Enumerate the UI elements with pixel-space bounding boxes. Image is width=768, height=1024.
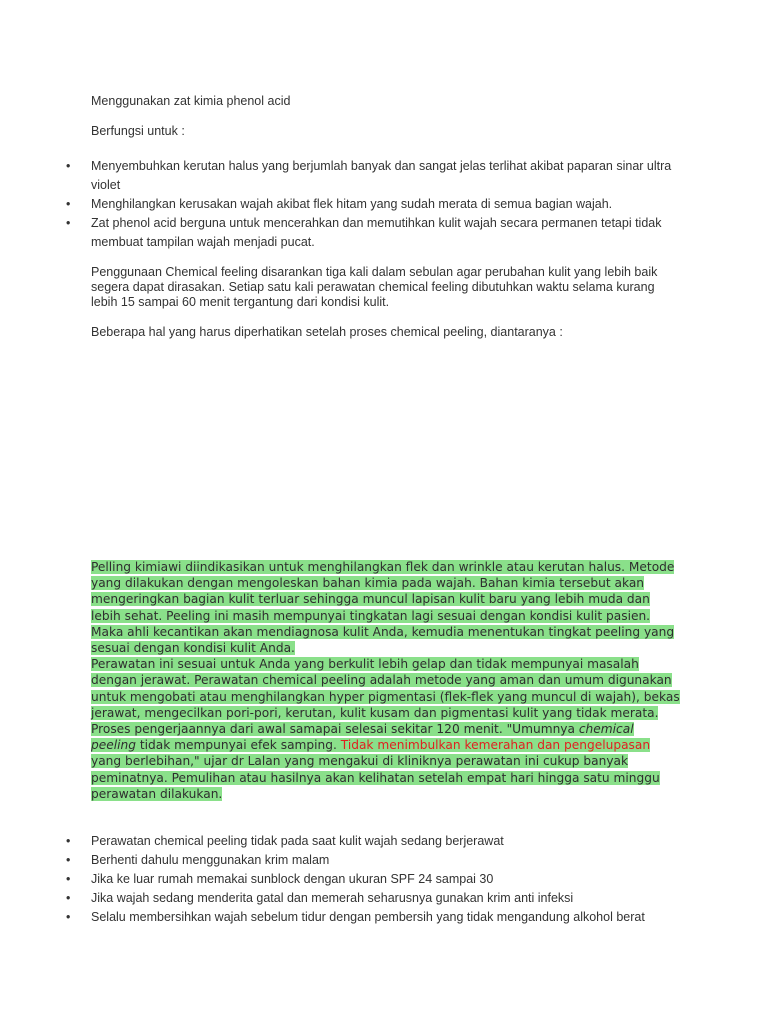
highlight-paragraph-2: Perawatan ini sesuai untuk Anda yang berkulit lebih gelap dan tidak mempunyai masalah dengan jerawat. Perawatan chemical peeling adalah metode yang aman dan umum digunakan untuk mengobati atau menghilangkan hyper pigmentasi (flek-flek yang muncul di wajah), bekas jerawat, mengecilkan pori-pori, kerutan, kulit kusam dan pigmentasi kulit yang tidak merata. [91,657,680,720]
italic-term: chemical peeling [91,722,634,753]
after-care-list [0,832,681,927]
bullet-icon: • [66,853,71,867]
list-item: • Jika ke luar rumah memakai sunblock dengan ukuran SPF 24 sampai 30 [0,870,681,889]
list-item: • Jika wajah sedang menderita gatal dan memerah seharusnya gunakan krim anti infeksi [0,889,681,908]
intro-line-2: Berfungsi untuk : [91,124,185,138]
bullet-icon: • [66,834,71,848]
list-item: • Zat phenol acid berguna untuk mencerahkan dan memutihkan kulit wajah secara permanen tetapi tidak membuat tampilan wajah menjadi pucat. [66,216,662,249]
bullet-icon: • [66,872,71,886]
highlight-paragraph-1: Pelling kimiawi diindikasikan untuk menghilangkan flek dan wrinkle atau kerutan halus. Metode yang dilakukan dengan mengoleskan bahan kimia pada wajah. Bahan kimia tersebut akan mengeringkan bagian kulit terluar sehingga muncul lapisan kulit baru yang lebih muda dan lebih sehat. Peeling ini masih mempunyai tingkatan lagi sesuai dengan kondisi kulit pasien. Maka ahli kecantikan akan mendiagnosa kulit Anda, kemudia menentukan tingkat peeling yang sesuai dengan kondisi kulit Anda. [91,560,675,656]
list-item: • Perawatan chemical peeling tidak pada saat kulit wajah sedang berjerawat [0,832,681,851]
highlight-paragraph-3: Proses pengerjaannya dari awal samapai selesai sekitar 120 menit. "Umumnya chemical peeling tidak mempunyai efek samping. Tidak menimbulkan kemerahan dan pengelupasan yang berlebihan," ujar dr Lalan yang mengakui di kliniknya perawatan ini cukup banyak peminatnya. Pemulihan atau hasilnya akan kelihatan setelah empat hari hingga satu minggu perawatan dilakukan. [91,722,660,801]
list-item: • Menyembuhkan kerutan halus yang berjumlah banyak dan sangat jelas terlihat akibat paparan sinar ultra violet [66,159,672,192]
bullet-icon: • [66,216,71,230]
highlighted-section [91,559,681,802]
list-item: • Berhenti dahulu menggunakan krim malam [0,851,681,870]
list-item: • Selalu membersihkan wajah sebelum tidur dengan pembersih yang tidak mengandung alkohol berat [0,908,681,927]
bullet-icon: • [66,159,71,173]
red-emphasis: Tidak menimbulkan kemerahan dan pengelupasan [340,738,651,753]
usage-paragraph: Penggunaan Chemical feeling disarankan tiga kali dalam sebulan agar perubahan kulit yang lebih baik segera dapat dirasakan. Setiap satu kali perawatan chemical feeling dibutuhkan waktu selama kurang lebih 15 sampai 60 menit tergantung dari kondisi kulit. [91,265,658,309]
list-item: • Menghilangkan kerusakan wajah akibat flek hitam yang sudah merata di semua bagian wajah. [0,195,681,214]
bullet-icon: • [66,197,71,211]
bullet-icon: • [66,910,71,924]
bullet-icon: • [66,891,71,905]
benefits-list [0,157,681,252]
notes-intro: Beberapa hal yang harus diperhatikan setelah proses chemical peeling, diantaranya : [91,325,563,339]
intro-line-1: Menggunakan zat kimia phenol acid [91,94,291,108]
